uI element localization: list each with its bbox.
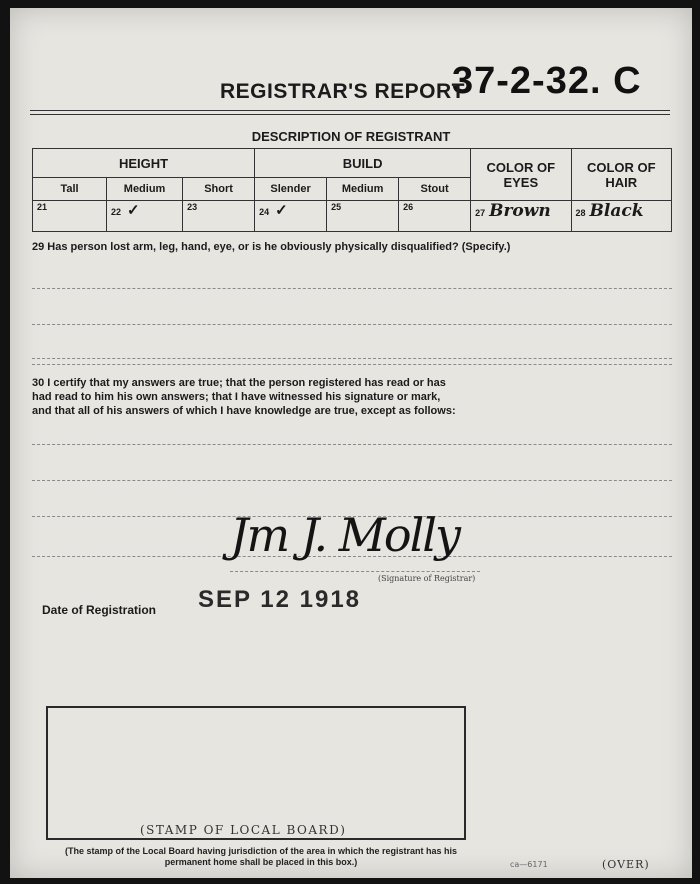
- registration-card: [10, 8, 692, 878]
- description-heading: DESCRIPTION OF REGISTRANT: [251, 129, 451, 144]
- eye-color-header: COLOR OF EYES: [471, 149, 571, 201]
- signature-line: [230, 571, 480, 572]
- stamp-of-local-board-label: (STAMP OF LOCAL BOARD): [140, 823, 347, 837]
- registrar-signature: Jm J. Molly: [230, 508, 460, 562]
- signature-label: (Signature of Registrar): [378, 574, 476, 583]
- height-header: HEIGHT: [33, 149, 255, 178]
- over-indicator: (OVER): [602, 858, 650, 871]
- build-slender-label: Slender: [255, 178, 327, 201]
- height-short-label: Short: [183, 178, 255, 201]
- checkmark: ✓: [275, 202, 288, 219]
- date-of-registration-label: Date of Registration: [42, 603, 157, 617]
- eye-color-value: Brown: [489, 201, 551, 221]
- report-title: REGISTRAR'S REPORT: [220, 80, 466, 103]
- build-stout-cell: [399, 201, 471, 232]
- answer-line: [32, 324, 672, 325]
- hair-color-cell: [571, 201, 672, 232]
- eye-color-cell: [471, 201, 571, 232]
- hair-color-header: COLOR OF HAIR: [571, 149, 672, 201]
- build-stout-label: Stout: [399, 178, 471, 201]
- serial-number: 37-2-32. C: [452, 60, 642, 102]
- description-table: [32, 148, 672, 232]
- build-header: BUILD: [255, 149, 471, 178]
- build-slender-cell: [255, 201, 327, 232]
- question-29: 29 Has person lost arm, leg, hand, eye, or is he obviously physically disqualified? (Specify.): [32, 241, 511, 253]
- height-medium-cell: [107, 201, 183, 232]
- title-rule-top: [30, 110, 670, 111]
- height-tall-cell: [33, 201, 107, 232]
- field-number: 27: [475, 208, 486, 218]
- height-short-cell: [183, 201, 255, 232]
- height-medium-label: Medium: [107, 178, 183, 201]
- height-tall-label: Tall: [33, 178, 107, 201]
- answer-line: [32, 364, 672, 365]
- answer-line: [32, 288, 672, 289]
- answer-line: [32, 358, 672, 359]
- answer-line: [32, 444, 672, 445]
- date-of-registration-stamp: SEP 12 1918: [198, 586, 362, 613]
- field-number: 26: [403, 202, 414, 212]
- field-number: 28: [575, 208, 586, 218]
- field-number: 22: [111, 207, 122, 217]
- field-number: 21: [37, 202, 48, 212]
- local-board-stamp-box: [46, 706, 466, 840]
- question-30-line-2: had read to him his own answers; that I have witnessed his signature or mark,: [32, 391, 441, 403]
- build-medium-label: Medium: [327, 178, 399, 201]
- hair-color-value: Black: [589, 201, 644, 221]
- question-30-line-1: 30 I certify that my answers are true; that the person registered has read or has: [32, 377, 446, 389]
- stamp-instructions: (The stamp of the Local Board having jurisdiction of the area in which the registrant has his permanent home shall be placed in this box.): [64, 846, 458, 867]
- field-number: 24: [259, 207, 270, 217]
- form-number: ca—6171: [510, 860, 548, 869]
- question-30-line-3: and that all of his answers of which I have knowledge are true, except as follows:: [32, 405, 456, 417]
- field-number: 23: [187, 202, 198, 212]
- checkmark: ✓: [127, 202, 140, 219]
- field-number: 25: [331, 202, 342, 212]
- answer-line: [32, 480, 672, 481]
- title-rule-bottom: [30, 114, 670, 115]
- build-medium-cell: [327, 201, 399, 232]
